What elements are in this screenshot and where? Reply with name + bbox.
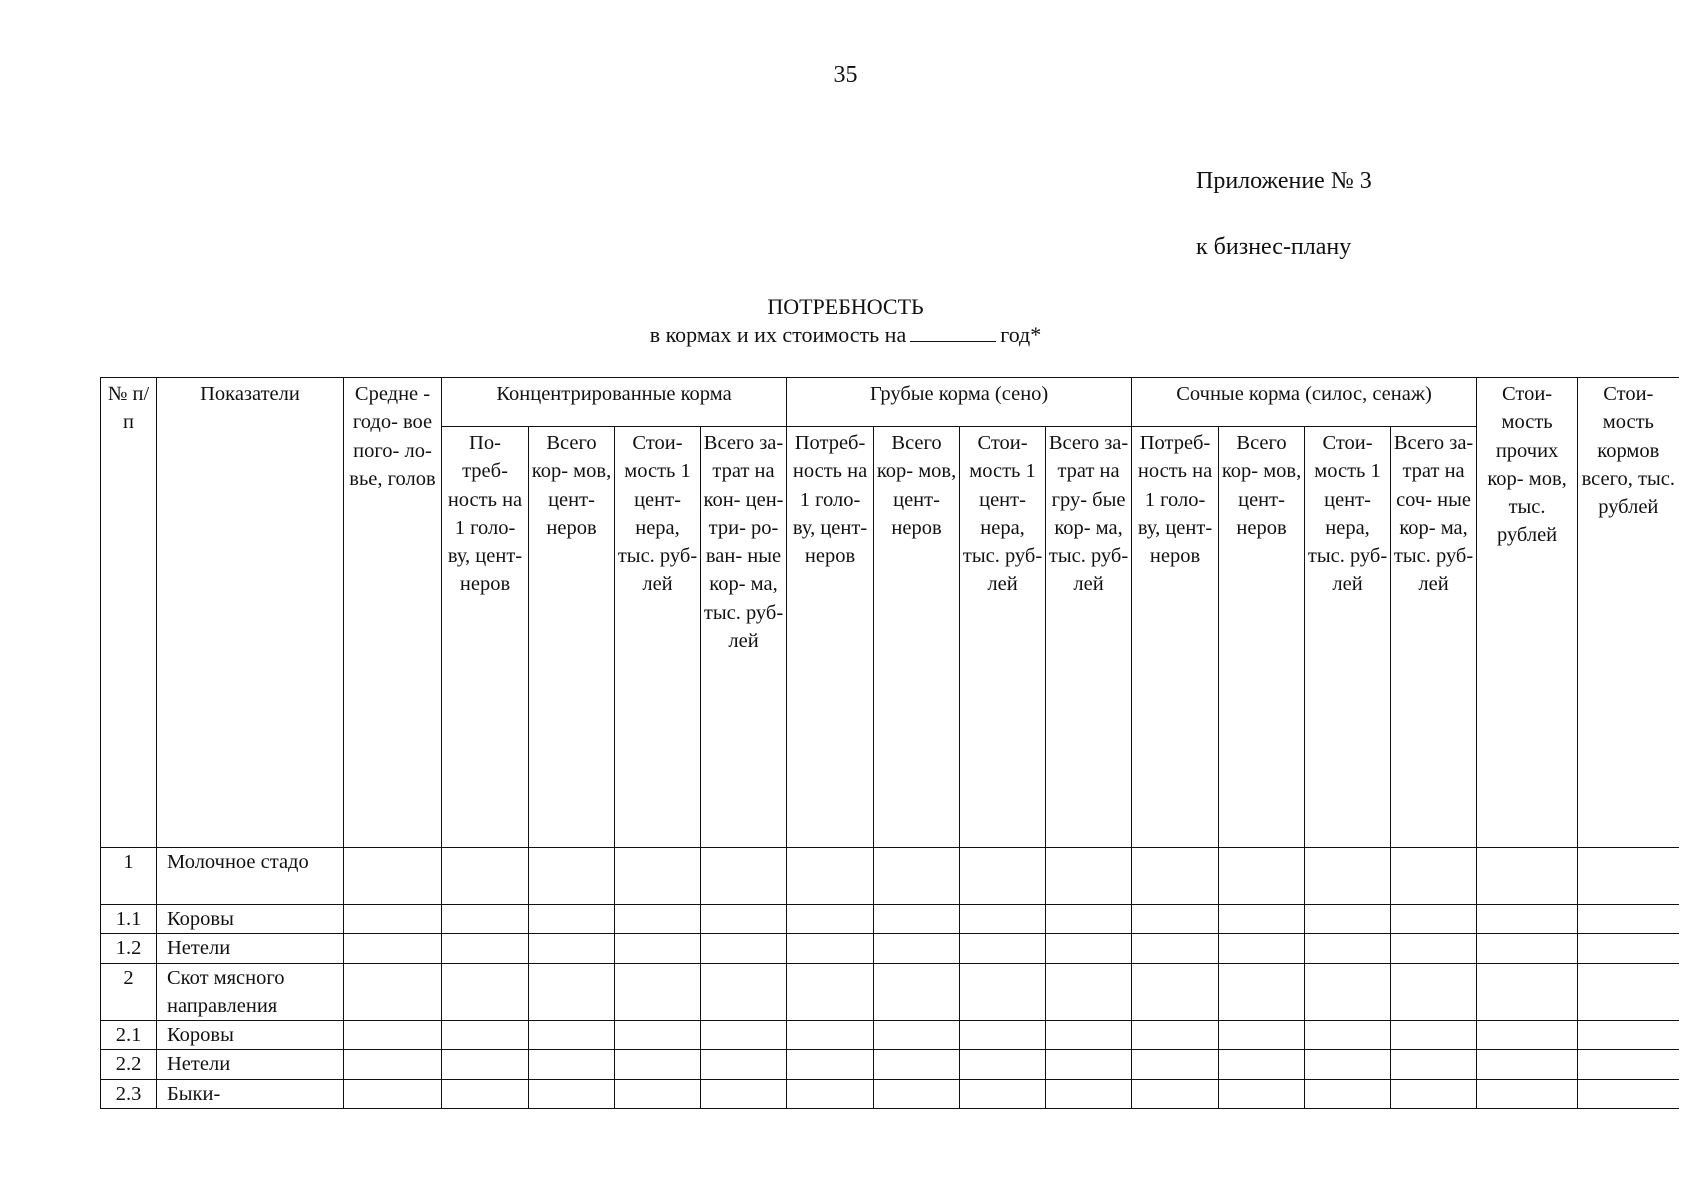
table-row: [101, 1021, 1679, 1050]
row-label: Нетели: [157, 934, 344, 963]
row-label: Коровы: [157, 1021, 344, 1050]
empty-cell[interactable]: [787, 1021, 874, 1050]
empty-cell[interactable]: [1305, 905, 1391, 934]
empty-cell[interactable]: [1219, 1079, 1305, 1108]
empty-cell[interactable]: [1578, 1079, 1679, 1108]
empty-cell[interactable]: [787, 1050, 874, 1079]
empty-cell[interactable]: [442, 905, 529, 934]
empty-cell[interactable]: [1391, 1079, 1477, 1108]
row-number: 2: [101, 963, 157, 1021]
empty-cell[interactable]: [615, 963, 701, 1021]
empty-cell[interactable]: [874, 934, 960, 963]
empty-cell[interactable]: [1132, 905, 1219, 934]
header-subcolumn: Стои- мость 1 цент- нера, тыс. руб- лей: [615, 427, 701, 848]
empty-cell[interactable]: [344, 1050, 442, 1079]
empty-cell[interactable]: [960, 1021, 1046, 1050]
row-number: 1: [101, 848, 157, 905]
empty-cell[interactable]: [960, 1079, 1046, 1108]
empty-cell[interactable]: [442, 934, 529, 963]
title-subtitle: [0, 321, 1691, 349]
empty-cell[interactable]: [960, 848, 1046, 905]
header-group-2: Сочные корма (силос, сенаж): [1132, 378, 1477, 427]
empty-cell[interactable]: [1219, 934, 1305, 963]
table-row: [101, 905, 1679, 934]
row-number: 1.2: [101, 934, 157, 963]
empty-cell[interactable]: [1219, 905, 1305, 934]
empty-cell[interactable]: [1219, 1021, 1305, 1050]
empty-cell[interactable]: [960, 905, 1046, 934]
title-sub-before: в кормах и их стоимость на: [649, 322, 907, 347]
empty-cell[interactable]: [1391, 1021, 1477, 1050]
empty-cell[interactable]: [960, 934, 1046, 963]
empty-cell[interactable]: [442, 848, 529, 905]
empty-cell[interactable]: [529, 1079, 615, 1108]
empty-cell[interactable]: [529, 905, 615, 934]
empty-cell[interactable]: [874, 848, 960, 905]
table-row: [101, 963, 1679, 1021]
empty-cell[interactable]: [787, 905, 874, 934]
empty-cell[interactable]: [529, 934, 615, 963]
year-blank-line: [910, 323, 996, 342]
empty-cell[interactable]: [701, 1021, 787, 1050]
empty-cell[interactable]: [344, 1079, 442, 1108]
empty-cell[interactable]: [1046, 963, 1132, 1021]
header-row-groups: [101, 378, 1679, 427]
empty-cell[interactable]: [442, 963, 529, 1021]
title-main: ПОТРЕБНОСТЬ: [767, 294, 924, 319]
empty-cell[interactable]: [1391, 934, 1477, 963]
empty-cell[interactable]: [787, 848, 874, 905]
empty-cell[interactable]: [874, 905, 960, 934]
header-subcolumn: Всего за- трат на соч- ные кор- ма, тыс. руб- лей: [1391, 427, 1477, 848]
empty-cell[interactable]: [701, 1079, 787, 1108]
empty-cell[interactable]: [1477, 1021, 1578, 1050]
header-subcolumn: Потреб- ность на 1 голо- ву, цент- неров: [1132, 427, 1219, 848]
empty-cell[interactable]: [1046, 934, 1132, 963]
header-subcolumn: Всего кор- мов, цент- неров: [1219, 427, 1305, 848]
empty-cell[interactable]: [787, 963, 874, 1021]
feed-requirements-table: [100, 377, 1679, 1109]
header-subcolumn: Стои- мость 1 цент- нера, тыс. руб- лей: [960, 427, 1046, 848]
empty-cell[interactable]: [701, 934, 787, 963]
empty-cell[interactable]: [1046, 1079, 1132, 1108]
empty-cell[interactable]: [1305, 963, 1391, 1021]
empty-cell[interactable]: [442, 1050, 529, 1079]
empty-cell[interactable]: [1578, 905, 1679, 934]
empty-cell[interactable]: [701, 848, 787, 905]
header-subcolumn: По- треб- ность на 1 голо- ву, цент- неров: [442, 427, 529, 848]
empty-cell[interactable]: [787, 1079, 874, 1108]
header-num: № п/п: [101, 378, 157, 848]
empty-cell[interactable]: [1477, 1050, 1578, 1079]
table-row: [101, 934, 1679, 963]
empty-cell[interactable]: [1132, 963, 1219, 1021]
empty-cell[interactable]: [701, 1050, 787, 1079]
empty-cell[interactable]: [1477, 934, 1578, 963]
empty-cell[interactable]: [615, 1079, 701, 1108]
empty-cell[interactable]: [1305, 1050, 1391, 1079]
header-total-feed-cost: Стои- мость кормов всего, тыс. рублей: [1578, 378, 1679, 848]
empty-cell[interactable]: [615, 934, 701, 963]
header-subcolumn: Всего кор- мов, цент- неров: [529, 427, 615, 848]
empty-cell[interactable]: [1132, 1021, 1219, 1050]
empty-cell[interactable]: [701, 905, 787, 934]
table-row: [101, 848, 1679, 905]
empty-cell[interactable]: [1046, 1021, 1132, 1050]
title-sub-after: год*: [1000, 322, 1042, 347]
table-body: [101, 848, 1679, 1109]
empty-cell[interactable]: [701, 963, 787, 1021]
empty-cell[interactable]: [1305, 1079, 1391, 1108]
header-subcolumn: Потреб- ность на 1 голо- ву, цент- неров: [787, 427, 874, 848]
empty-cell[interactable]: [874, 963, 960, 1021]
empty-cell[interactable]: [787, 934, 874, 963]
empty-cell[interactable]: [529, 963, 615, 1021]
empty-cell[interactable]: [1477, 905, 1578, 934]
empty-cell[interactable]: [615, 1021, 701, 1050]
empty-cell[interactable]: [1477, 848, 1578, 905]
header-group-0: Концентрированные корма: [442, 378, 787, 427]
empty-cell[interactable]: [1391, 1050, 1477, 1079]
empty-cell[interactable]: [874, 1021, 960, 1050]
empty-cell[interactable]: [1578, 934, 1679, 963]
empty-cell[interactable]: [1046, 905, 1132, 934]
table-row: [101, 1079, 1679, 1108]
empty-cell[interactable]: [1391, 848, 1477, 905]
empty-cell[interactable]: [1578, 1021, 1679, 1050]
empty-cell[interactable]: [615, 848, 701, 905]
empty-cell[interactable]: [1132, 1050, 1219, 1079]
row-number: 2.1: [101, 1021, 157, 1050]
empty-cell[interactable]: [960, 963, 1046, 1021]
empty-cell[interactable]: [960, 1050, 1046, 1079]
row-number: 1.1: [101, 905, 157, 934]
empty-cell[interactable]: [1219, 963, 1305, 1021]
row-label: Молочное стадо: [157, 848, 344, 905]
empty-cell[interactable]: [1132, 848, 1219, 905]
empty-cell[interactable]: [615, 905, 701, 934]
row-label: Коровы: [157, 905, 344, 934]
empty-cell[interactable]: [1391, 963, 1477, 1021]
row-label: Скот мясного направления: [157, 963, 344, 1021]
empty-cell[interactable]: [344, 934, 442, 963]
empty-cell[interactable]: [344, 963, 442, 1021]
empty-cell[interactable]: [874, 1050, 960, 1079]
header-subcolumn: Всего за- трат на кон- цен- три- ро- ван- ные кор- ма, тыс. руб- лей: [701, 427, 787, 848]
empty-cell[interactable]: [344, 1021, 442, 1050]
empty-cell[interactable]: [1305, 1021, 1391, 1050]
empty-cell[interactable]: [1477, 963, 1578, 1021]
empty-cell[interactable]: [1046, 1050, 1132, 1079]
empty-cell[interactable]: [1578, 1050, 1679, 1079]
table-row: [101, 1050, 1679, 1079]
header-subcolumn: Всего за- трат на гру- бые кор- ма, тыс. руб- лей: [1046, 427, 1132, 848]
empty-cell[interactable]: [1305, 848, 1391, 905]
row-number: 2.2: [101, 1050, 157, 1079]
header-group-1: Грубые корма (сено): [787, 378, 1132, 427]
empty-cell[interactable]: [529, 1050, 615, 1079]
empty-cell[interactable]: [1391, 905, 1477, 934]
appendix-label: Приложение № 3: [1196, 168, 1372, 194]
empty-cell[interactable]: [1305, 934, 1391, 963]
header-indicators: Показатели: [157, 378, 344, 848]
empty-cell[interactable]: [1132, 934, 1219, 963]
empty-cell[interactable]: [442, 1079, 529, 1108]
row-number: 2.3: [101, 1079, 157, 1108]
empty-cell[interactable]: [1219, 848, 1305, 905]
feed-requirements-table-wrapper: [100, 377, 1674, 1109]
row-label: Нетели: [157, 1050, 344, 1079]
empty-cell[interactable]: [1219, 1050, 1305, 1079]
empty-cell[interactable]: [1132, 1079, 1219, 1108]
document-title: [0, 293, 1691, 349]
empty-cell[interactable]: [1578, 848, 1679, 905]
page-number: 35: [833, 62, 858, 88]
empty-cell[interactable]: [615, 1050, 701, 1079]
empty-cell[interactable]: [442, 1021, 529, 1050]
header-subcolumn: Всего кор- мов, цент- неров: [874, 427, 960, 848]
empty-cell[interactable]: [529, 848, 615, 905]
empty-cell[interactable]: [529, 1021, 615, 1050]
empty-cell[interactable]: [1578, 963, 1679, 1021]
empty-cell[interactable]: [344, 905, 442, 934]
empty-cell[interactable]: [1046, 848, 1132, 905]
header-avg-livestock: Средне - годо- вое пого- ло- вье, голов: [344, 378, 442, 848]
header-other-feed-cost: Стои- мость прочих кор- мов, тыс. рублей: [1477, 378, 1578, 848]
empty-cell[interactable]: [1477, 1079, 1578, 1108]
empty-cell[interactable]: [874, 1079, 960, 1108]
header-subcolumn: Стои- мость 1 цент- нера, тыс. руб- лей: [1305, 427, 1391, 848]
empty-cell[interactable]: [344, 848, 442, 905]
appendix-reference: к бизнес-плану: [1196, 234, 1352, 260]
row-label: Быки-: [157, 1079, 344, 1108]
